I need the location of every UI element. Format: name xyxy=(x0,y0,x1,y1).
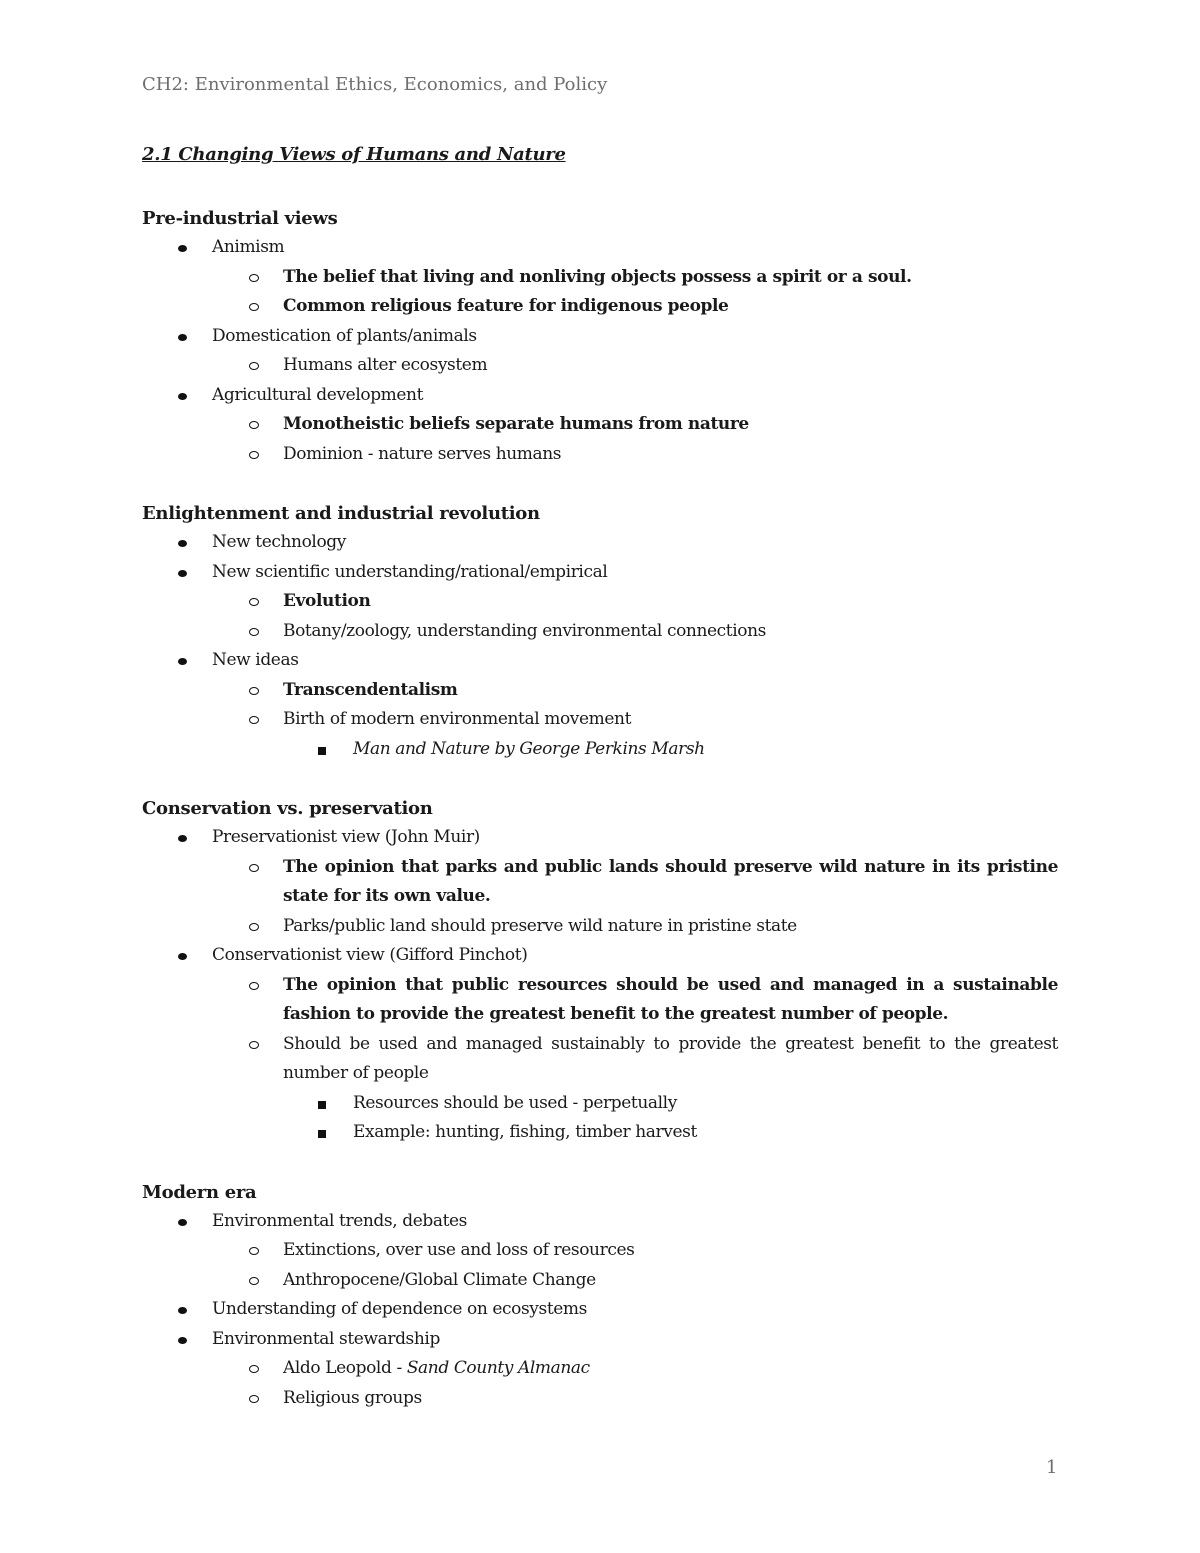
list-item: Monotheistic beliefs separate humans from nature xyxy=(142,410,1058,440)
group-enlightenment xyxy=(142,499,1058,764)
circle-bullet-icon xyxy=(249,716,259,724)
group-modern xyxy=(142,1178,1058,1414)
list-item: Resources should be used - perpetually xyxy=(142,1089,1058,1119)
list-item: Common religious feature for indigenous people xyxy=(142,292,1058,322)
group-heading: Pre-industrial views xyxy=(142,208,338,229)
list-item: Understanding of dependence on ecosystems xyxy=(142,1295,1058,1325)
bullet-icon xyxy=(178,658,187,665)
group-heading: Conservation vs. preservation xyxy=(142,798,433,819)
circle-bullet-icon xyxy=(249,451,259,459)
bullet-list xyxy=(142,233,1058,469)
bullet-icon xyxy=(178,570,187,577)
list-item: Dominion - nature serves humans xyxy=(142,440,1058,470)
list-item: Agricultural development xyxy=(142,381,1058,411)
list-item: New technology xyxy=(142,528,1058,558)
list-item: Transcendentalism xyxy=(142,676,1058,706)
list-item: Humans alter ecosystem xyxy=(142,351,1058,381)
bullet-icon xyxy=(178,245,187,252)
bullet-icon xyxy=(178,835,187,842)
list-item: Environmental trends, debates xyxy=(142,1207,1058,1237)
circle-bullet-icon xyxy=(249,1365,259,1373)
list-item: New ideas xyxy=(142,646,1058,676)
bullet-icon xyxy=(178,1337,187,1344)
square-bullet-icon xyxy=(318,1130,326,1138)
circle-bullet-icon xyxy=(249,1277,259,1285)
running-header: CH2: Environmental Ethics, Economics, and Policy xyxy=(142,74,608,95)
list-item: Evolution xyxy=(142,587,1058,617)
list-item: Aldo Leopold - Sand County Almanac xyxy=(142,1354,1058,1384)
circle-bullet-icon xyxy=(249,687,259,695)
circle-bullet-icon xyxy=(249,303,259,311)
group-heading: Enlightenment and industrial revolution xyxy=(142,503,540,524)
circle-bullet-icon xyxy=(249,628,259,636)
square-bullet-icon xyxy=(318,747,326,755)
bullet-icon xyxy=(178,393,187,400)
list-item: Birth of modern environmental movement xyxy=(142,705,1058,735)
list-item: Should be used and managed sustainably to provide the greatest benefit to the greatest number of people xyxy=(142,1030,1058,1089)
circle-bullet-icon xyxy=(249,1247,259,1255)
list-item: Anthropocene/Global Climate Change xyxy=(142,1266,1058,1296)
list-item: Extinctions, over use and loss of resources xyxy=(142,1236,1058,1266)
bullet-list xyxy=(142,1207,1058,1414)
page-number: 1 xyxy=(1046,1457,1058,1478)
circle-bullet-icon xyxy=(249,421,259,429)
list-item: Conservationist view (Gifford Pinchot) xyxy=(142,941,1058,971)
list-item: Example: hunting, fishing, timber harvest xyxy=(142,1118,1058,1148)
circle-bullet-icon xyxy=(249,864,259,872)
group-preindustrial xyxy=(142,204,1058,469)
bullet-icon xyxy=(178,334,187,341)
circle-bullet-icon xyxy=(249,982,259,990)
list-item: Animism xyxy=(142,233,1058,263)
list-item: The opinion that parks and public lands should preserve wild nature in its pristine state for its own value. xyxy=(142,853,1058,912)
list-item: Domestication of plants/animals xyxy=(142,322,1058,352)
list-item: Parks/public land should preserve wild nature in pristine state xyxy=(142,912,1058,942)
group-heading: Modern era xyxy=(142,1181,257,1203)
list-item: New scientific understanding/rational/empirical xyxy=(142,558,1058,588)
bullet-icon xyxy=(178,953,187,960)
list-item: Botany/zoology, understanding environmental connections xyxy=(142,617,1058,647)
circle-bullet-icon xyxy=(249,362,259,370)
circle-bullet-icon xyxy=(249,923,259,931)
bullet-icon xyxy=(178,1307,187,1314)
list-item: The opinion that public resources should be used and managed in a sustainable fashion to provide the greatest benefit to the greatest number of people. xyxy=(142,971,1058,1030)
list-item: Religious groups xyxy=(142,1384,1058,1414)
bullet-list xyxy=(142,528,1058,764)
circle-bullet-icon xyxy=(249,1041,259,1049)
list-item: Environmental stewardship xyxy=(142,1325,1058,1355)
bullet-icon xyxy=(178,540,187,547)
circle-bullet-icon xyxy=(249,1395,259,1403)
list-item: Preservationist view (John Muir) xyxy=(142,823,1058,853)
bullet-list xyxy=(142,823,1058,1148)
group-conservation xyxy=(142,794,1058,1148)
circle-bullet-icon xyxy=(249,274,259,282)
square-bullet-icon xyxy=(318,1101,326,1109)
list-item: Man and Nature by George Perkins Marsh xyxy=(142,735,1058,765)
document-body xyxy=(142,140,1058,1443)
bullet-icon xyxy=(178,1219,187,1226)
list-item: The belief that living and nonliving objects possess a spirit or a soul. xyxy=(142,263,1058,293)
section-title: 2.1 Changing Views of Humans and Nature xyxy=(142,144,566,165)
circle-bullet-icon xyxy=(249,598,259,606)
